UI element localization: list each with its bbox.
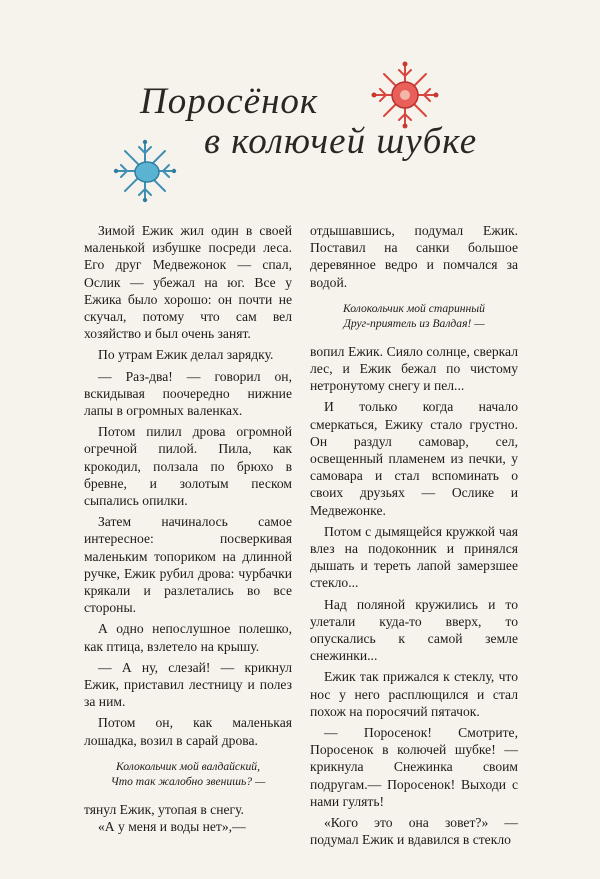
paragraph: вопил Ежик. Сияло солнце, сверкал лес, и Ежик бежал по чистому нетронутому снегу и пел...: [310, 343, 518, 394]
paragraph: А одно непослушное полешко, как птица, взлетело на крышу.: [84, 621, 292, 654]
verse-quote: [310, 301, 518, 331]
paragraph: Ежик так прижался к стеклу, что нос у него расплющился и стал похож на поросячий пятачок.: [310, 669, 518, 719]
title-line-1: Поросёнок: [140, 81, 319, 122]
paragraph: — Поросенок! Смотрите, Поросенок в колючей шубке! — крикнула Снежинка своим подругам.— Поросенок! Выходи с нами гулять!: [310, 725, 518, 809]
verse-line: Колокольчик мой старинный: [343, 301, 485, 315]
paragraph: Над поляной кружились и то улетали куда-то вверх, то опускались к самой земле снежинки...: [310, 596, 518, 664]
paragraph: тянул Ежик, утопая в снегу.: [84, 801, 244, 817]
paragraph: По утрам Ежик делал зарядку.: [98, 347, 274, 363]
story-title: [140, 82, 540, 162]
title-line-2: в колючей шубке: [204, 121, 478, 162]
paragraph: Затем начиналось самое интересное: посверкивая маленьким топориком на длинной ручке, Ежик рубил дрова: чурбачки крякали и разлетались во все стороны.: [84, 514, 292, 616]
text-column-right: [310, 222, 518, 849]
verse-line: Колокольчик мой валдайский,: [115, 759, 260, 773]
paragraph: Потом с дымящейся кружкой чая влез на подоконник и принялся дышать и тереть лапой замерзшее стекло...: [310, 523, 518, 591]
paragraph: «Кого это она зовет?» — подумал Ежик и вдавился в стекло: [310, 815, 518, 848]
paragraph: «А у меня и воды нет»,—: [98, 819, 246, 835]
paragraph: отдышавшись, подумал Ежик. Поставил на санки большое деревянное ведро и помчался за водой.: [310, 223, 518, 290]
paragraph: И только когда начало смеркаться, Ежику стало грустно. Он раздул самовар, сел, освещенный пламенем из печки, у самовара и стал вспоминать о своих друзьях — Ослике и Медвежонке.: [310, 399, 518, 518]
paragraph: — А ну, слезай! — крикнул Ежик, приставил лестницу и полез за ним.: [84, 659, 292, 710]
verse-line: Что так жалобно звенишь? —: [110, 774, 266, 788]
verse-quote: [84, 759, 292, 789]
paragraph: Потом пилил дрова огромной огречной пилой. Пила, как крокодил, ползала по брюхо в бревне, и золотым песком сыпались опилки.: [84, 424, 292, 509]
text-column-left: [84, 222, 292, 835]
verse-line: Друг-приятель из Валдая! —: [343, 316, 485, 330]
paragraph: Потом он, как маленькая лошадка, возил в сарай дрова.: [84, 715, 292, 748]
paragraph: — Раз-два! — говорил он, вскидывая поочередно нижние лапы в огромных валенках.: [84, 368, 292, 419]
paragraph: Зимой Ежик жил один в своей маленькой избушке посреди леса. Его друг Медвежонок — спал, Ослик — убежал на юг. Все у Ежика было хорошо: он почти не скучал, потому что сам вел хозяйство и был очень занят.: [84, 223, 292, 342]
